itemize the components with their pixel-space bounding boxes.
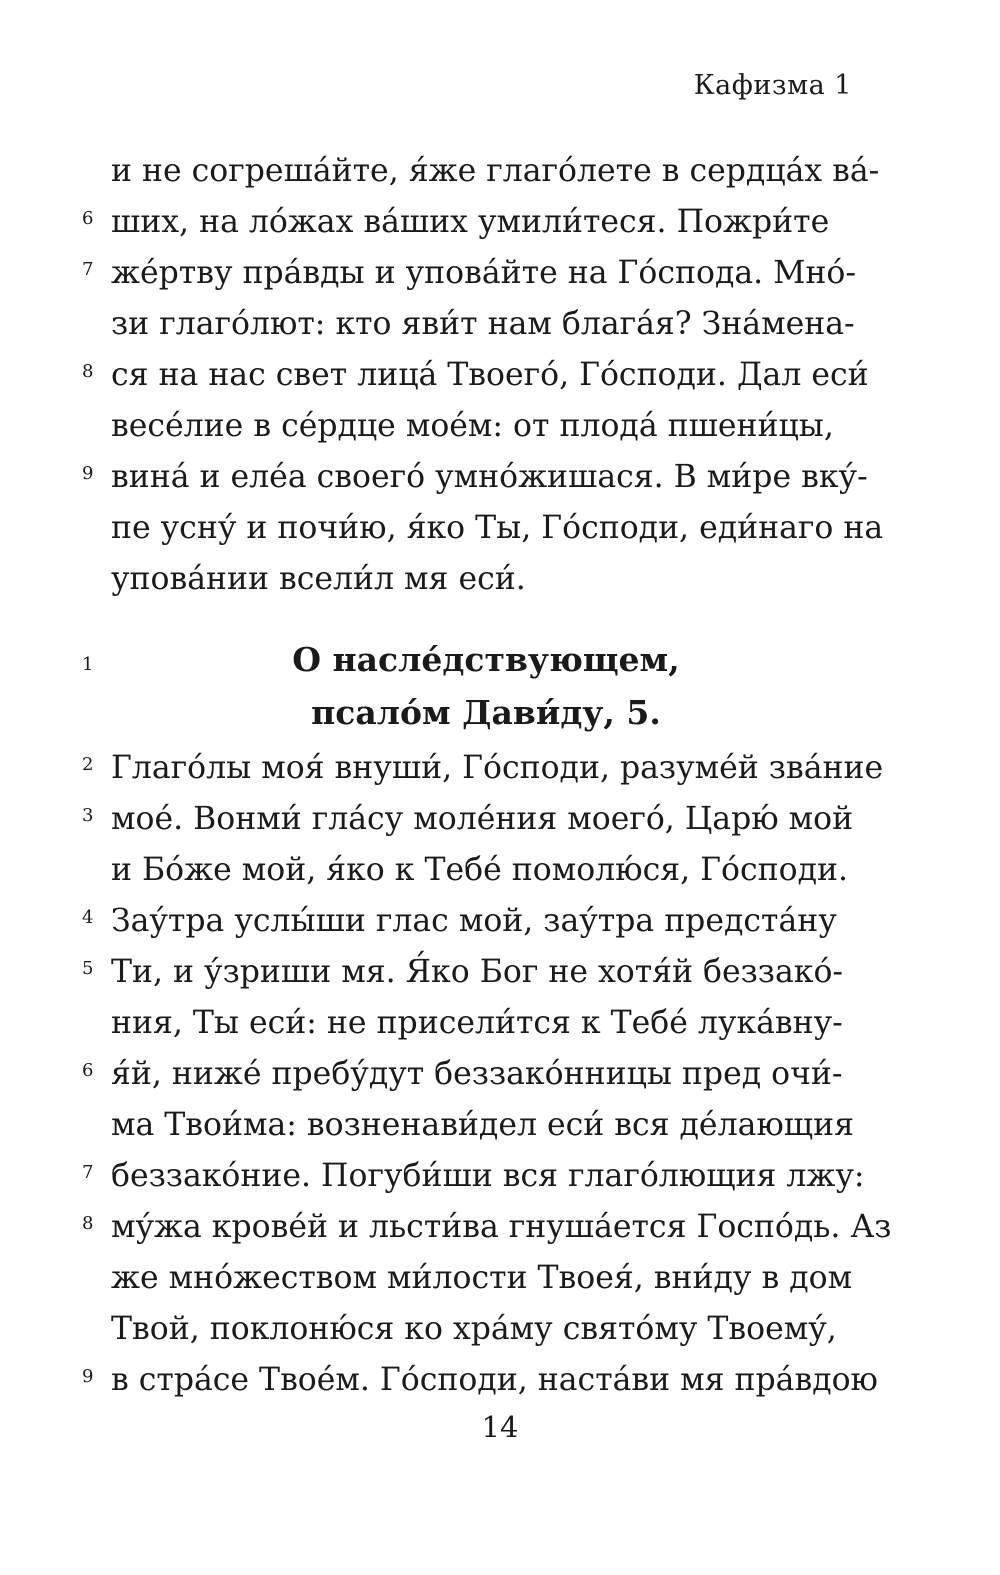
text-line: я́й, ниже́ пребу́дут беззако́нницы пред очи́- <box>111 1056 843 1092</box>
running-header: Кафизма 1 <box>693 70 852 101</box>
text-line: беззако́ние. Погуби́ши вся глаго́лющия лжу: <box>111 1158 865 1194</box>
text-line: и не согреша́йте, я́же глаго́лете в сердца́х ва́- <box>111 153 880 189</box>
verse-number: 5 <box>82 958 94 979</box>
page-number: 14 <box>481 1410 519 1444</box>
text-line: ших, на ло́жах ва́ших умили́теся. Пожри́те <box>111 204 830 240</box>
verse-number: 1 <box>82 654 94 675</box>
verse-number: 7 <box>82 1162 94 1183</box>
text-line: вина́ и еле́а своего́ умно́жишася. В ми́ре вку́- <box>111 459 868 495</box>
text-line: весе́лие в се́рдце мое́м: от плода́ пшени́цы, <box>111 408 834 444</box>
text-line: ния, Ты еси́: не присели́тся к Тебе́ лука́вну- <box>111 1005 843 1041</box>
text-line: упова́нии всели́л мя еси́. <box>111 561 526 597</box>
verse-number: 3 <box>82 805 94 826</box>
text-line: Зау́тра услы́ши глас мой, зау́тра предста́ну <box>111 903 837 939</box>
verse-number: 8 <box>82 361 94 382</box>
text-line: же́ртву пра́вды и упова́йте на Го́спода. Мно́- <box>111 255 857 291</box>
verse-number: 2 <box>82 754 94 775</box>
verse-number: 6 <box>82 1060 94 1081</box>
text-line: му́жа крове́й и льсти́ва гнуша́ется Госпо́дь. Аз <box>111 1209 892 1245</box>
text-line: мое́. Вонми́ гла́су моле́ния моего́, Царю́ мой <box>111 801 854 837</box>
verse-number: 8 <box>82 1213 94 1234</box>
text-line: ся на нас свет лица́ Твоего́, Го́споди. Дал еси́ <box>111 357 869 393</box>
text-line: ма Твои́ма: возненави́дел еси́ вся де́лающия <box>111 1107 854 1143</box>
text-line: зи глаго́лют: кто яви́т нам блага́я? Зна́мена- <box>111 306 855 342</box>
text-line: Глаго́лы моя́ внуши́, Го́споди, разуме́й зва́ние <box>111 750 884 786</box>
text-line: же мно́жеством ми́лости Твоея́, вни́ду в дом <box>111 1260 853 1296</box>
text-line: Твой, поклоню́ся ко хра́му свято́му Твоему́, <box>111 1311 837 1347</box>
psalm-heading-line-1: О насле́дствующем, <box>292 640 680 679</box>
text-line: и Бо́же мой, я́ко к Тебе́ помолю́ся, Го́споди. <box>111 852 848 888</box>
text-line: пе усну́ и почи́ю, я́ко Ты, Го́споди, еди́наго на <box>111 510 884 546</box>
verse-number: 9 <box>82 1366 94 1387</box>
verse-number: 9 <box>82 463 94 484</box>
text-line: в стра́се Твое́м. Го́споди, наста́ви мя пра́вдою <box>111 1362 878 1398</box>
psalm-heading-line-2: псало́м Дави́ду, 5. <box>311 693 661 732</box>
text-line: Ти, и у́зриши мя. Я́ко Бог не хотя́й беззако́- <box>111 954 844 990</box>
verse-number: 7 <box>82 259 94 280</box>
verse-number: 6 <box>82 208 94 229</box>
verse-number: 4 <box>82 907 94 928</box>
